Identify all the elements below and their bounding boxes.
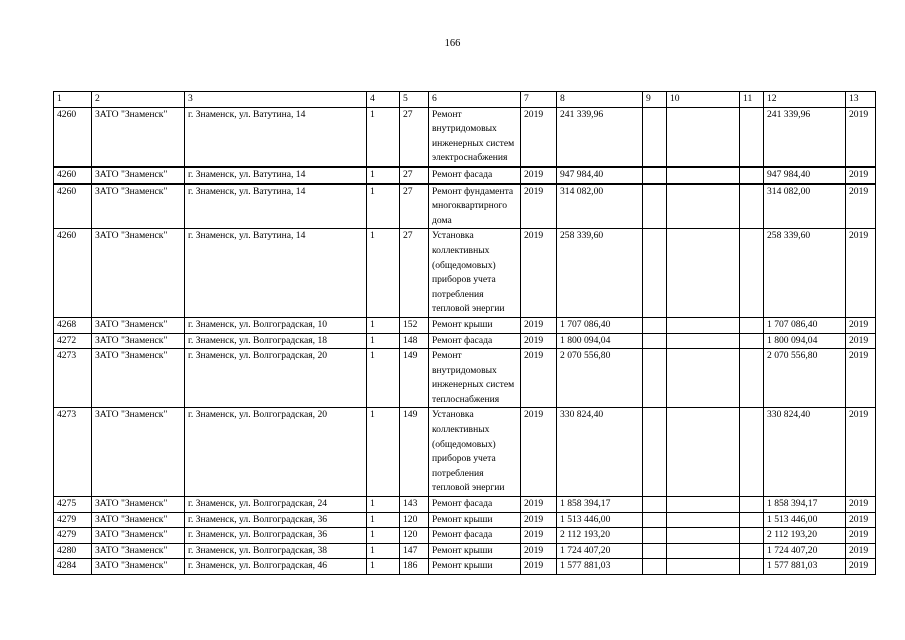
cell-col-5: 148 <box>400 333 429 349</box>
header-cell-work-type: 6 <box>429 92 521 108</box>
cell-year: 2019 <box>521 559 557 575</box>
table-row <box>54 333 876 349</box>
cell-address: г. Знаменск, ул. Волгоградская, 20 <box>185 408 367 497</box>
cell-address: г. Знаменск, ул. Ватутина, 14 <box>185 184 367 229</box>
cell-col-9 <box>643 408 667 497</box>
cell-col-10 <box>667 528 740 544</box>
cell-year: 2019 <box>521 107 557 167</box>
cell-col-5: 152 <box>400 317 429 333</box>
table-row <box>54 317 876 333</box>
cell-col-9 <box>643 543 667 559</box>
cell-col-11 <box>740 317 764 333</box>
cell-total: 1 707 086,40 <box>764 317 846 333</box>
cell-total: 947 984,40 <box>764 167 846 184</box>
cell-col-10 <box>667 543 740 559</box>
cell-address: г. Знаменск, ул. Волгоградская, 10 <box>185 317 367 333</box>
cell-year: 2019 <box>521 333 557 349</box>
cell-address: г. Знаменск, ул. Волгоградская, 38 <box>185 543 367 559</box>
cell-col-5: 27 <box>400 184 429 229</box>
cell-year: 2019 <box>521 512 557 528</box>
cell-completion-year: 2019 <box>846 528 876 544</box>
cell-completion-year: 2019 <box>846 107 876 167</box>
cell-col-10 <box>667 349 740 408</box>
header-cell-total: 12 <box>764 92 846 108</box>
cell-completion-year: 2019 <box>846 333 876 349</box>
page-number: 166 <box>444 38 461 49</box>
header-cell-col-4: 4 <box>367 92 400 108</box>
cell-municipality: ЗАТО "Знаменск" <box>92 229 185 318</box>
cell-col-9 <box>643 512 667 528</box>
header-row <box>54 92 876 108</box>
cell-work-type: Установка коллективных (общедомовых) приборов учета потребления тепловой энергии <box>429 408 521 497</box>
cell-work-type: Ремонт крыши <box>429 317 521 333</box>
cell-work-type: Ремонт крыши <box>429 559 521 575</box>
cell-col-11 <box>740 543 764 559</box>
cell-total: 1 800 094,04 <box>764 333 846 349</box>
table-row <box>54 408 876 497</box>
cell-total: 314 082,00 <box>764 184 846 229</box>
cell-col-10 <box>667 317 740 333</box>
cell-municipality: ЗАТО "Знаменск" <box>92 512 185 528</box>
cell-col-10 <box>667 333 740 349</box>
cell-work-type: Ремонт фундамента многоквартирного дома <box>429 184 521 229</box>
cell-municipality: ЗАТО "Знаменск" <box>92 317 185 333</box>
cell-col-5: 186 <box>400 559 429 575</box>
cell-col-9 <box>643 497 667 513</box>
cell-completion-year: 2019 <box>846 184 876 229</box>
cell-year: 2019 <box>521 317 557 333</box>
cell-row-id: 4275 <box>54 497 92 513</box>
cell-amount: 947 984,40 <box>557 167 643 184</box>
cell-amount: 258 339,60 <box>557 229 643 318</box>
repair-plan-table <box>53 91 876 575</box>
cell-completion-year: 2019 <box>846 229 876 318</box>
cell-work-type: Ремонт крыши <box>429 512 521 528</box>
cell-work-type: Ремонт фасада <box>429 333 521 349</box>
cell-amount: 1 858 394,17 <box>557 497 643 513</box>
cell-year: 2019 <box>521 543 557 559</box>
cell-col-4: 1 <box>367 184 400 229</box>
cell-col-10 <box>667 408 740 497</box>
table-row <box>54 167 876 184</box>
cell-col-10 <box>667 184 740 229</box>
cell-row-id: 4284 <box>54 559 92 575</box>
cell-col-9 <box>643 229 667 318</box>
cell-col-5: 120 <box>400 512 429 528</box>
cell-municipality: ЗАТО "Знаменск" <box>92 497 185 513</box>
cell-col-5: 149 <box>400 408 429 497</box>
cell-col-4: 1 <box>367 333 400 349</box>
cell-col-11 <box>740 184 764 229</box>
cell-col-4: 1 <box>367 559 400 575</box>
cell-year: 2019 <box>521 497 557 513</box>
cell-address: г. Знаменск, ул. Волгоградская, 18 <box>185 333 367 349</box>
cell-col-5: 27 <box>400 107 429 167</box>
cell-col-5: 120 <box>400 528 429 544</box>
cell-col-5: 149 <box>400 349 429 408</box>
cell-total: 2 070 556,80 <box>764 349 846 408</box>
cell-total: 2 112 193,20 <box>764 528 846 544</box>
header-cell-completion-year: 13 <box>846 92 876 108</box>
cell-municipality: ЗАТО "Знаменск" <box>92 184 185 229</box>
cell-col-11 <box>740 229 764 318</box>
cell-total: 1 513 446,00 <box>764 512 846 528</box>
cell-col-9 <box>643 317 667 333</box>
cell-municipality: ЗАТО "Знаменск" <box>92 543 185 559</box>
cell-completion-year: 2019 <box>846 167 876 184</box>
cell-col-11 <box>740 497 764 513</box>
cell-completion-year: 2019 <box>846 408 876 497</box>
cell-completion-year: 2019 <box>846 317 876 333</box>
cell-col-9 <box>643 349 667 408</box>
cell-municipality: ЗАТО "Знаменск" <box>92 559 185 575</box>
cell-municipality: ЗАТО "Знаменск" <box>92 107 185 167</box>
cell-municipality: ЗАТО "Знаменск" <box>92 528 185 544</box>
cell-year: 2019 <box>521 408 557 497</box>
cell-address: г. Знаменск, ул. Волгоградская, 36 <box>185 528 367 544</box>
cell-col-11 <box>740 349 764 408</box>
table-row <box>54 229 876 318</box>
cell-year: 2019 <box>521 184 557 229</box>
cell-col-4: 1 <box>367 167 400 184</box>
cell-col-5: 27 <box>400 167 429 184</box>
cell-col-9 <box>643 559 667 575</box>
cell-amount: 241 339,96 <box>557 107 643 167</box>
cell-row-id: 4279 <box>54 528 92 544</box>
cell-col-4: 1 <box>367 229 400 318</box>
cell-amount: 1 707 086,40 <box>557 317 643 333</box>
cell-col-10 <box>667 559 740 575</box>
cell-row-id: 4260 <box>54 184 92 229</box>
cell-col-10 <box>667 229 740 318</box>
table-row <box>54 543 876 559</box>
cell-amount: 330 824,40 <box>557 408 643 497</box>
header-cell-municipality: 2 <box>92 92 185 108</box>
table-row <box>54 107 876 167</box>
cell-col-10 <box>667 512 740 528</box>
cell-col-9 <box>643 107 667 167</box>
cell-completion-year: 2019 <box>846 543 876 559</box>
cell-col-4: 1 <box>367 349 400 408</box>
cell-total: 330 824,40 <box>764 408 846 497</box>
header-cell-year: 7 <box>521 92 557 108</box>
cell-row-id: 4260 <box>54 167 92 184</box>
cell-completion-year: 2019 <box>846 497 876 513</box>
cell-municipality: ЗАТО "Знаменск" <box>92 408 185 497</box>
cell-amount: 1 724 407,20 <box>557 543 643 559</box>
header-cell-address: 3 <box>185 92 367 108</box>
cell-row-id: 4280 <box>54 543 92 559</box>
cell-row-id: 4273 <box>54 349 92 408</box>
cell-work-type: Ремонт внутридомовых инженерных систем теплоснабжения <box>429 349 521 408</box>
header-cell-col-5: 5 <box>400 92 429 108</box>
table-row <box>54 349 876 408</box>
cell-col-11 <box>740 333 764 349</box>
cell-amount: 2 070 556,80 <box>557 349 643 408</box>
cell-row-id: 4268 <box>54 317 92 333</box>
cell-address: г. Знаменск, ул. Волгоградская, 24 <box>185 497 367 513</box>
cell-year: 2019 <box>521 528 557 544</box>
table-row <box>54 497 876 513</box>
cell-municipality: ЗАТО "Знаменск" <box>92 333 185 349</box>
cell-row-id: 4273 <box>54 408 92 497</box>
cell-work-type: Ремонт фасада <box>429 497 521 513</box>
cell-amount: 1 800 094,04 <box>557 333 643 349</box>
cell-year: 2019 <box>521 167 557 184</box>
cell-row-id: 4279 <box>54 512 92 528</box>
cell-col-5: 147 <box>400 543 429 559</box>
cell-col-5: 27 <box>400 229 429 318</box>
cell-col-11 <box>740 528 764 544</box>
cell-work-type: Установка коллективных (общедомовых) приборов учета потребления тепловой энергии <box>429 229 521 318</box>
cell-col-4: 1 <box>367 497 400 513</box>
cell-col-11 <box>740 512 764 528</box>
cell-address: г. Знаменск, ул. Ватутина, 14 <box>185 229 367 318</box>
cell-work-type: Ремонт крыши <box>429 543 521 559</box>
cell-col-4: 1 <box>367 317 400 333</box>
cell-col-9 <box>643 184 667 229</box>
cell-col-10 <box>667 497 740 513</box>
cell-col-4: 1 <box>367 543 400 559</box>
table-row <box>54 184 876 229</box>
cell-municipality: ЗАТО "Знаменск" <box>92 349 185 408</box>
cell-row-id: 4260 <box>54 229 92 318</box>
cell-completion-year: 2019 <box>846 349 876 408</box>
cell-amount: 1 513 446,00 <box>557 512 643 528</box>
cell-total: 258 339,60 <box>764 229 846 318</box>
cell-completion-year: 2019 <box>846 559 876 575</box>
cell-col-4: 1 <box>367 512 400 528</box>
cell-row-id: 4272 <box>54 333 92 349</box>
header-cell-amount: 8 <box>557 92 643 108</box>
cell-work-type: Ремонт фасада <box>429 167 521 184</box>
cell-col-9 <box>643 167 667 184</box>
cell-col-4: 1 <box>367 107 400 167</box>
table-row <box>54 512 876 528</box>
cell-col-4: 1 <box>367 408 400 497</box>
cell-work-type: Ремонт внутридомовых инженерных систем электроснабжения <box>429 107 521 167</box>
cell-col-9 <box>643 333 667 349</box>
cell-col-10 <box>667 167 740 184</box>
header-cell-col-10: 10 <box>667 92 740 108</box>
header-cell-col-9: 9 <box>643 92 667 108</box>
cell-col-11 <box>740 559 764 575</box>
cell-total: 1 724 407,20 <box>764 543 846 559</box>
cell-col-11 <box>740 167 764 184</box>
cell-col-11 <box>740 107 764 167</box>
cell-col-11 <box>740 408 764 497</box>
cell-col-5: 143 <box>400 497 429 513</box>
cell-address: г. Знаменск, ул. Ватутина, 14 <box>185 107 367 167</box>
cell-amount: 1 577 881,03 <box>557 559 643 575</box>
cell-municipality: ЗАТО "Знаменск" <box>92 167 185 184</box>
cell-completion-year: 2019 <box>846 512 876 528</box>
cell-total: 1 858 394,17 <box>764 497 846 513</box>
cell-address: г. Знаменск, ул. Волгоградская, 46 <box>185 559 367 575</box>
cell-amount: 2 112 193,20 <box>557 528 643 544</box>
table-row <box>54 559 876 575</box>
cell-year: 2019 <box>521 349 557 408</box>
cell-total: 241 339,96 <box>764 107 846 167</box>
header-cell-row-id: 1 <box>54 92 92 108</box>
cell-col-10 <box>667 107 740 167</box>
cell-address: г. Знаменск, ул. Волгоградская, 20 <box>185 349 367 408</box>
cell-year: 2019 <box>521 229 557 318</box>
cell-row-id: 4260 <box>54 107 92 167</box>
cell-amount: 314 082,00 <box>557 184 643 229</box>
cell-address: г. Знаменск, ул. Волгоградская, 36 <box>185 512 367 528</box>
header-cell-col-11: 11 <box>740 92 764 108</box>
cell-work-type: Ремонт фасада <box>429 528 521 544</box>
cell-col-9 <box>643 528 667 544</box>
cell-col-4: 1 <box>367 528 400 544</box>
table-row <box>54 528 876 544</box>
cell-address: г. Знаменск, ул. Ватутина, 14 <box>185 167 367 184</box>
cell-total: 1 577 881,03 <box>764 559 846 575</box>
